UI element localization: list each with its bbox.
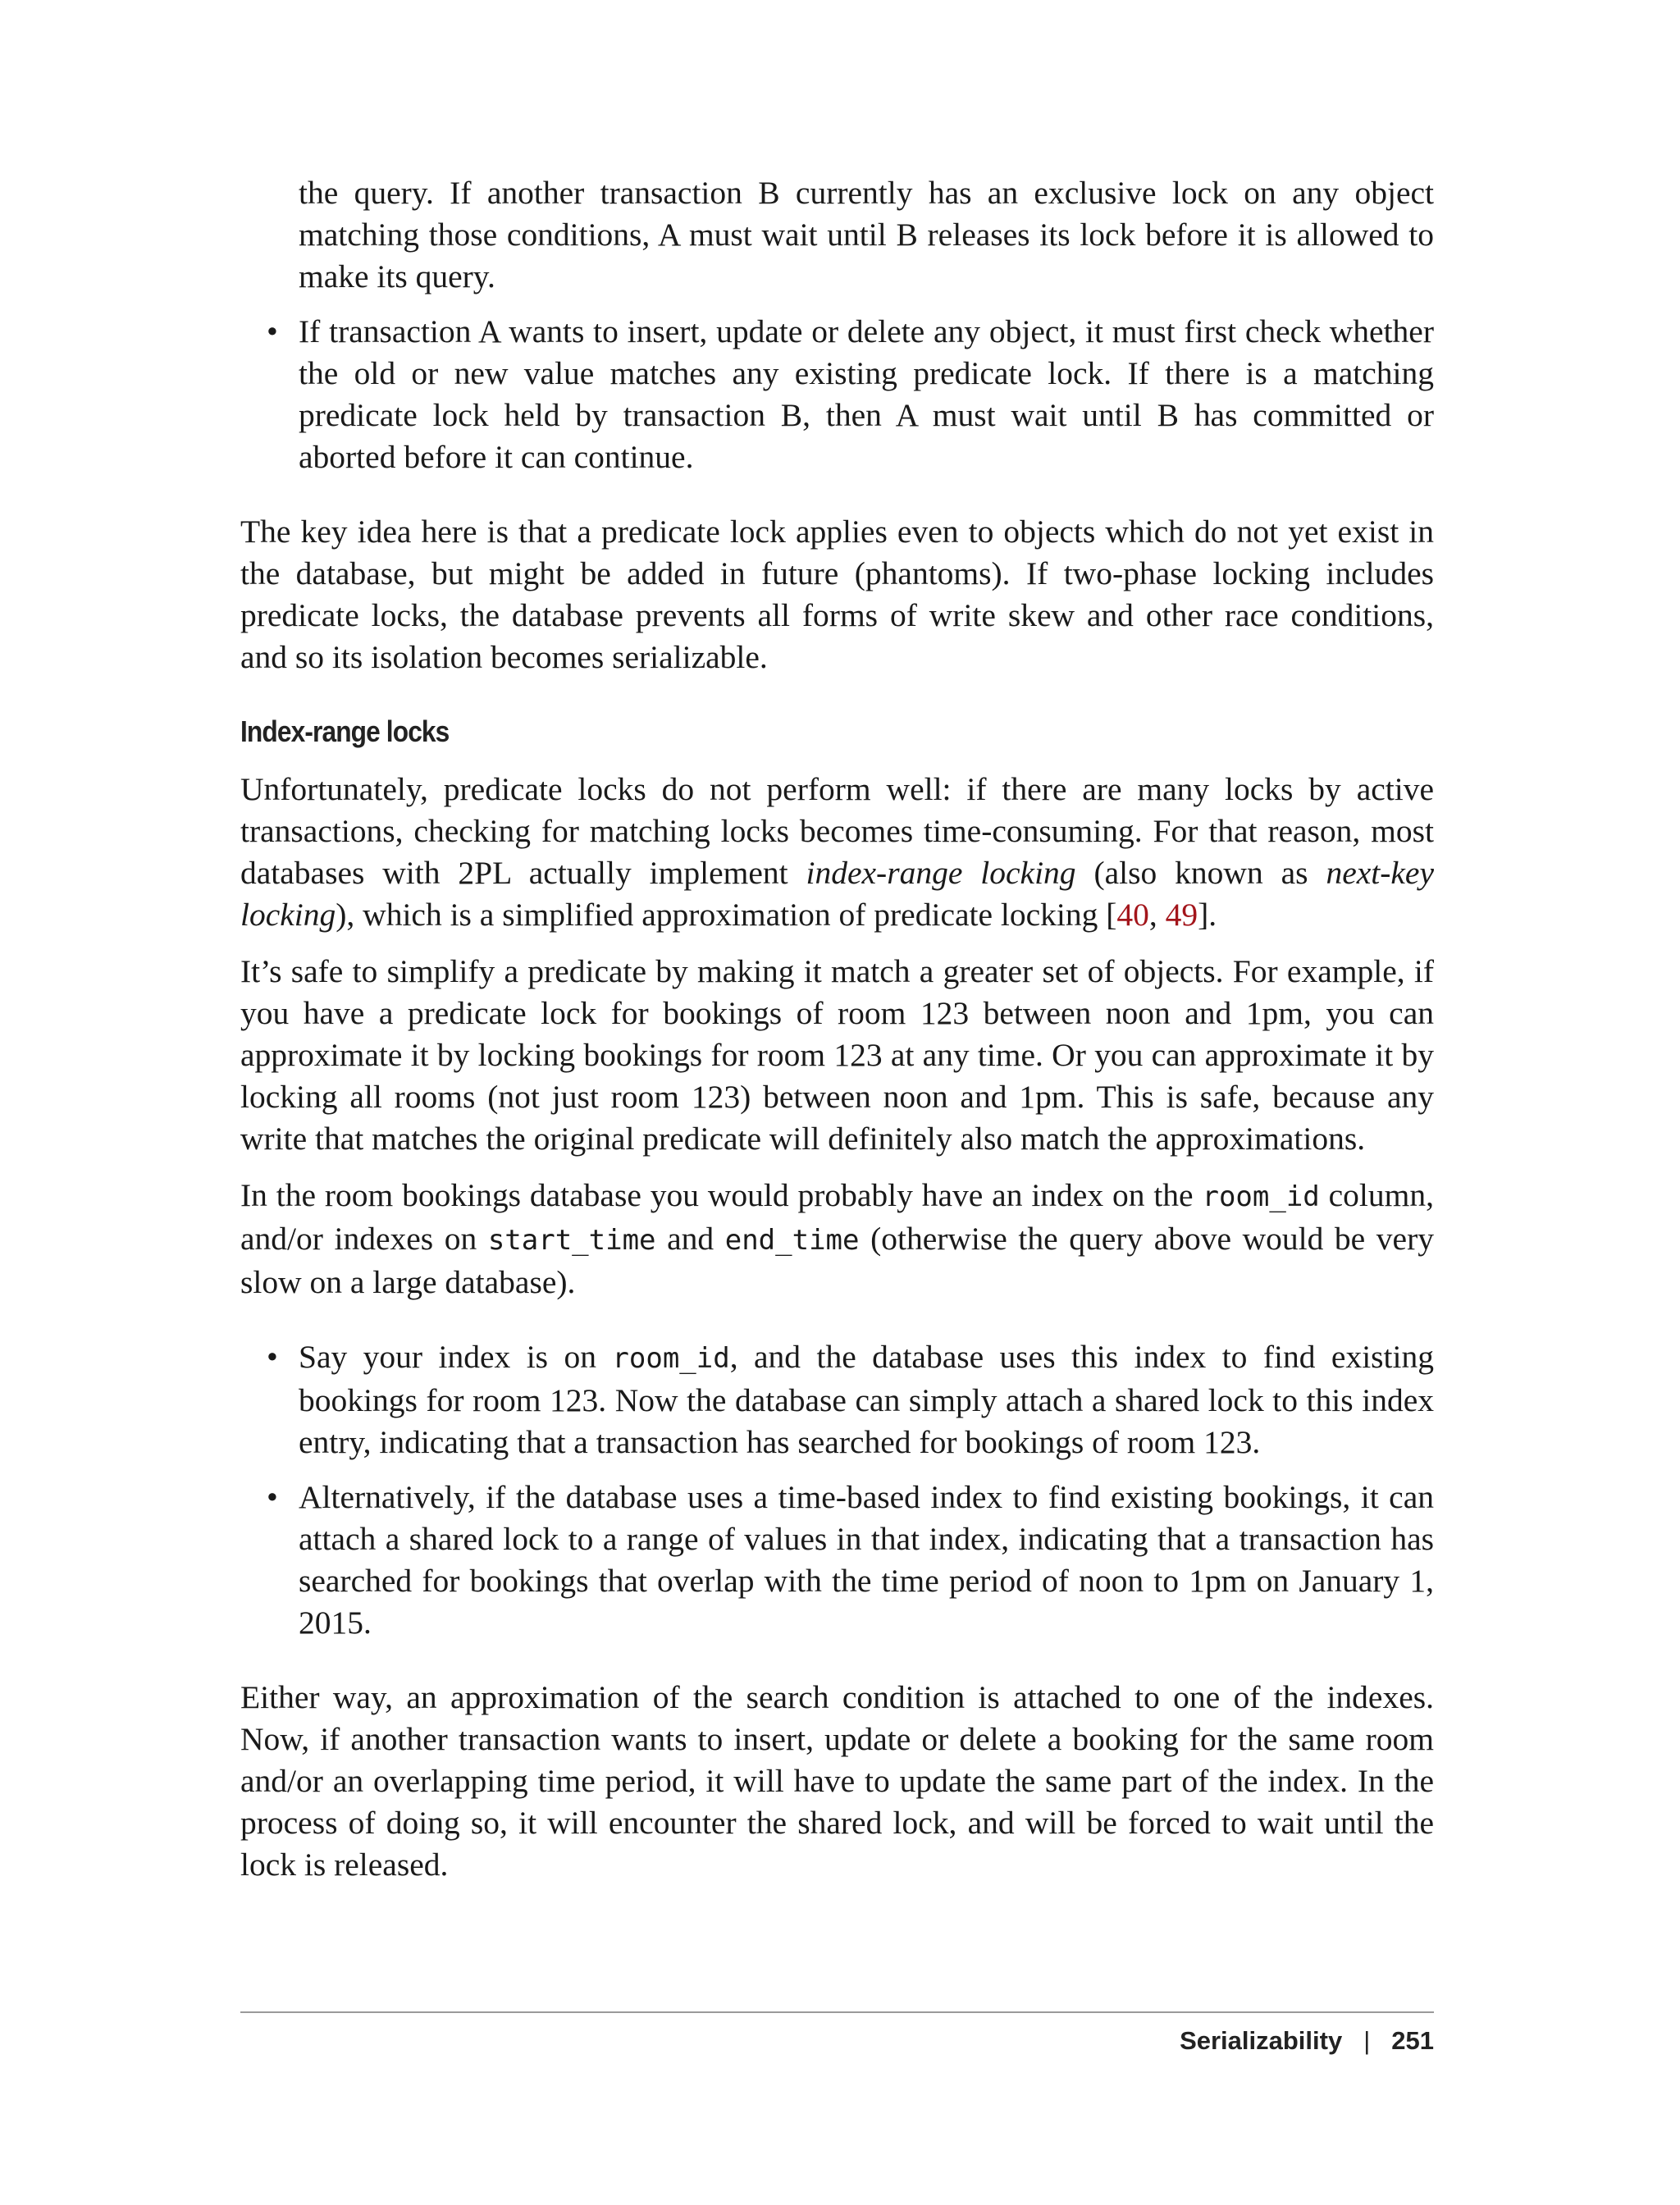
bullet-glyph: • — [267, 313, 278, 349]
paragraph-either-way: Either way, an approximation of the search condition is attached to one of the indexes. Now, if another transaction wants to insert, update or delete a booking for the same room and/or an overlapping time period, it will have to update the same part of the index. In the process of doing so, it will encounter the shared lock, and will be forced to wait until the lock is released. — [240, 1679, 1434, 1883]
footer-separator: | — [1363, 2026, 1371, 2055]
footer-divider — [240, 2011, 1434, 2013]
paragraph-unfortunately — [240, 769, 1434, 936]
list-item — [240, 1336, 1434, 1463]
text-run: (otherwise the query above would be very slow on a large database). — [240, 1221, 1434, 1300]
code-term: room_id — [612, 1342, 730, 1375]
text-run: ), which is a simplified approximation of predicate locking [ — [336, 897, 1117, 933]
text-run: and — [655, 1221, 725, 1257]
paragraph-key-idea: The key idea here is that a predicate lock applies even to objects which do not yet exist in the database, but might be added in future (phantoms). If two-phase locking includes predicate locks, the database prevents all forms of write skew and other race conditions, and so its isolation becomes serializable. — [240, 514, 1434, 675]
list-item-text: Alternatively, if the database uses a time-based index to find existing bookings, it can attach a shared lock to a range of values in that index, indicating that a transaction has searched for bookings that overlap with the time period of noon to 1pm on January 1, 2015. — [299, 1479, 1434, 1641]
page-footer — [1180, 2023, 1434, 2059]
text-run: , — [1148, 897, 1166, 933]
text-run: (also known as — [1075, 855, 1326, 891]
bullet-list-predicate — [240, 311, 1434, 478]
list-item-text: If transaction A wants to insert, update or delete any object, it must first check whether the old or new value matches any existing predicate lock. If there is a matching predicate lock held by transaction B, then A must wait until B has committed or aborted before it can continue. — [299, 313, 1434, 475]
continued-bullet-text: the query. If another transaction B currently has an exclusive lock on any object matching those conditions, A must wait until B releases its lock before it is allowed to make its query. — [299, 175, 1434, 294]
text-run: In the room bookings database you would probably have an index on the — [240, 1177, 1203, 1213]
reference-link[interactable]: 49 — [1165, 897, 1198, 933]
page-content — [240, 172, 1434, 1886]
list-item — [240, 311, 1434, 478]
text-run: Say your index is on — [299, 1339, 613, 1375]
text-run: ]. — [1198, 897, 1217, 933]
paragraph-safe-simplify: It’s safe to simplify a predicate by making it match a greater set of objects. For example, if you have a predicate lock for bookings of room 123 between noon and 1pm, you can approximate it by locking bookings for room 123 at any time. Or you can approximate it by locking all rooms (not just room 123) between noon and 1pm. This is safe, because any write that matches the original predicate will definitely also match the approximations. — [240, 953, 1434, 1157]
paragraph-room-bookings — [240, 1175, 1434, 1303]
text-run: Unfortunately, predicate locks do not perform well: if there are many locks by active transactions, checking for matching locks becomes time-consuming. For that reason, most databases with 2PL actually implement — [240, 771, 1434, 891]
bullet-list-index — [240, 1336, 1434, 1644]
code-term: room_id — [1202, 1180, 1320, 1213]
emphasis-term: next-key locking — [240, 855, 1434, 933]
list-item — [240, 1477, 1434, 1644]
text-run: , and the database uses this index to find existing bookings for room 123. Now the database can simply attach a shared lock to this index entry, indicating that a transaction has searched for bookings of room 123. — [299, 1339, 1434, 1460]
bullet-glyph: • — [267, 1479, 278, 1515]
reference-link[interactable]: 40 — [1116, 897, 1149, 933]
code-term: start_time — [487, 1224, 656, 1257]
text-run: column, and/or indexes on — [240, 1177, 1434, 1257]
running-footer-section: Serializability — [1180, 2026, 1343, 2055]
list-item-text — [299, 1339, 1434, 1460]
bullet-glyph: • — [267, 1339, 278, 1375]
section-heading: Index-range locks — [240, 714, 450, 748]
page-number: 251 — [1391, 2026, 1434, 2055]
code-term: end_time — [724, 1224, 860, 1257]
emphasis-term: index-range locking — [806, 855, 1076, 891]
